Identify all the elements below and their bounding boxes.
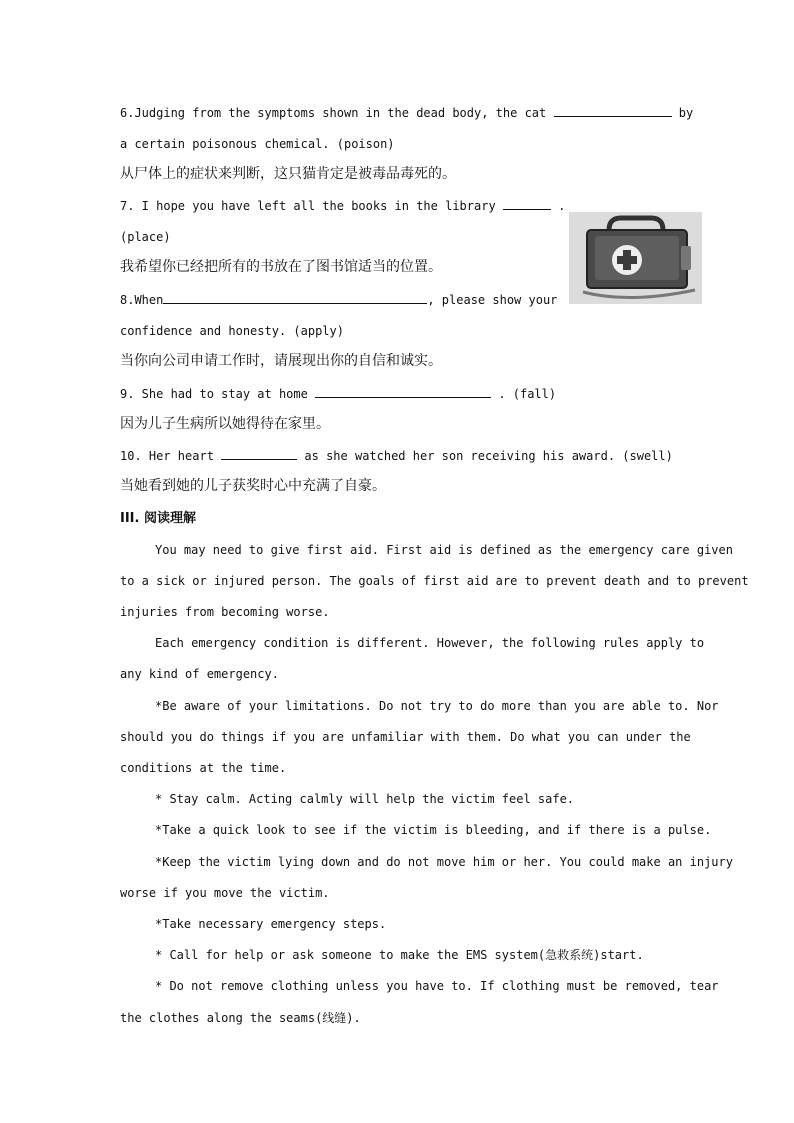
q7-text-b: . [558, 199, 566, 213]
q6-line2: a certain poisonous chemical. (poison) [120, 137, 395, 151]
q6-line1 [120, 105, 694, 121]
q10-line1 [120, 448, 673, 464]
section-heading: III. 阅读理解 [120, 511, 196, 526]
q8-text-a: 8.When [120, 293, 164, 307]
rule-line: * Stay calm. Acting calmly will help the victim feel safe. [155, 792, 575, 806]
q7-text-a: 7. I hope you have left all the books in the library [120, 199, 496, 213]
q8-line2: confidence and honesty. (apply) [120, 324, 344, 338]
rule-line: * Call for help or ask someone to make the EMS system(急救系统)start. [155, 948, 644, 962]
q6-text-a: 6.Judging from the symptoms shown in the dead body, the cat [120, 106, 547, 120]
q7-line1 [120, 198, 565, 214]
rule-line: *Be aware of your limitations. Do not try to do more than you are able to. Nor [155, 699, 719, 713]
passage-line: injuries from becoming worse. [120, 605, 330, 619]
q10-blank[interactable] [221, 448, 297, 460]
q6-text-b: by [678, 106, 694, 120]
rule-line: *Take a quick look to see if the victim is bleeding, and if there is a pulse. [155, 823, 712, 837]
q8-line1 [120, 292, 557, 308]
q9-line1 [120, 386, 556, 402]
rule-line: * Do not remove clothing unless you have to. If clothing must be removed, tear [155, 979, 719, 993]
rule-line: *Take necessary emergency steps. [155, 917, 387, 931]
q8-translation: 当你向公司申请工作时，请展现出你的自信和诚实。 [120, 353, 442, 369]
q6-blank[interactable] [554, 105, 672, 117]
q10-text-b: as she watched her son receiving his award. (swell) [304, 449, 673, 463]
rule-line: should you do things if you are unfamiliar with them. Do what you can under the [120, 730, 691, 744]
passage-line: any kind of emergency. [120, 667, 279, 681]
q6-translation: 从尸体上的症状来判断，这只猫肯定是被毒品毒死的。 [120, 166, 456, 182]
first-aid-kit-icon [569, 212, 702, 304]
passage-line: You may need to give first aid. First aid is defined as the emergency care given [155, 543, 733, 557]
q9-blank[interactable] [315, 386, 491, 398]
q9-text-a: 9. She had to stay at home [120, 387, 308, 401]
q10-text-a: 10. Her heart [120, 449, 214, 463]
rule-line: the clothes along the seams(线缝). [120, 1011, 361, 1025]
rule-line: worse if you move the victim. [120, 886, 330, 900]
q9-text-b: . (fall) [498, 387, 557, 401]
q7-line2: (place) [120, 230, 171, 244]
rule-line: conditions at the time. [120, 761, 287, 775]
q7-translation: 我希望你已经把所有的书放在了图书馆适当的位置。 [120, 259, 442, 275]
passage-line: Each emergency condition is different. However, the following rules apply to [155, 636, 705, 650]
q9-translation: 因为儿子生病所以她得待在家里。 [120, 416, 330, 432]
q8-blank[interactable] [163, 292, 427, 304]
passage-line: to a sick or injured person. The goals of first aid are to prevent death and to prevent [120, 574, 749, 588]
q8-text-b: , please show your [427, 293, 558, 307]
q10-translation: 当她看到她的儿子获奖时心中充满了自豪。 [120, 478, 386, 494]
rule-line: *Keep the victim lying down and do not move him or her. You could make an injury [155, 855, 733, 869]
q7-blank[interactable] [503, 198, 551, 210]
